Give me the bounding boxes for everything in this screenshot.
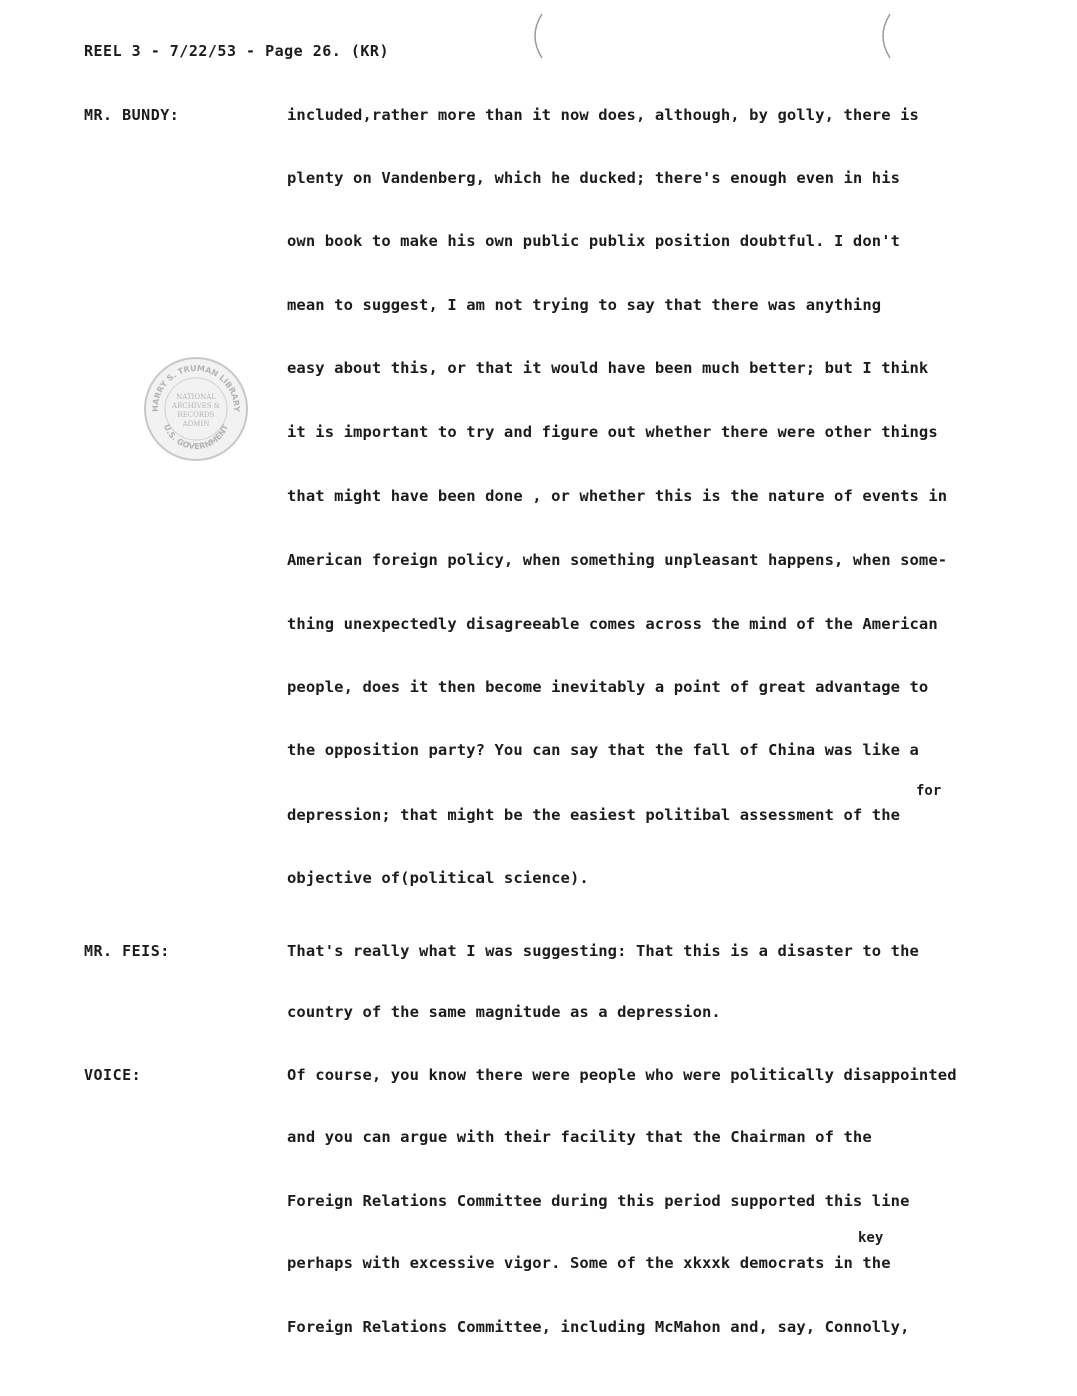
bundy-line-8: American foreign policy, when something unpleasant happens, when some- bbox=[287, 551, 948, 569]
speaker-voice: VOICE: bbox=[84, 1066, 142, 1084]
voice-line-5: Foreign Relations Committee, including McMahon and, say, Connolly, bbox=[287, 1318, 910, 1336]
seal-center-1: NATIONAL bbox=[176, 393, 216, 401]
punch-hole-right-icon bbox=[872, 12, 896, 60]
feis-line-2: country of the same magnitude as a depression. bbox=[287, 1003, 721, 1021]
voice-insert-key: key bbox=[858, 1230, 884, 1246]
bundy-line-11: the opposition party? You can say that the fall of China was like a bbox=[287, 741, 919, 759]
bundy-line-4: mean to suggest, I am not trying to say that there was anything bbox=[287, 296, 882, 314]
voice-line-3: Foreign Relations Committee during this period supported this line bbox=[287, 1192, 910, 1210]
bundy-line-5: easy about this, or that it would have been much better; but I think bbox=[287, 359, 929, 377]
seal-center-2: ARCHIVES & bbox=[172, 402, 220, 410]
bundy-line-1: included,rather more than it now does, although, by golly, there is bbox=[287, 106, 919, 124]
voice-line-1: Of course, you know there were people who were politically disappointed bbox=[287, 1066, 957, 1084]
page-header: REEL 3 - 7/22/53 - Page 26. (KR) bbox=[84, 42, 389, 60]
bundy-line-10: people, does it then become inevitably a point of great advantage to bbox=[287, 678, 929, 696]
speaker-feis: MR. FEIS: bbox=[84, 942, 170, 960]
bundy-line-2: plenty on Vandenberg, which he ducked; there's enough even in his bbox=[287, 169, 901, 187]
bundy-line-7: that might have been done , or whether this is the nature of events in bbox=[287, 487, 948, 505]
archive-seal-stamp bbox=[142, 355, 250, 463]
feis-line-1: That's really what I was suggesting: That this is a disaster to the bbox=[287, 942, 919, 960]
bundy-insert-for: for bbox=[916, 783, 942, 799]
speaker-bundy: MR. BUNDY: bbox=[84, 106, 180, 124]
voice-line-4: perhaps with excessive vigor. Some of the xkxxk democrats in the bbox=[287, 1254, 891, 1272]
bundy-line-12: depression; that might be the easiest politibal assessment of the bbox=[287, 806, 901, 824]
seal-center-4: ADMIN bbox=[182, 420, 210, 428]
seal-center-3: RECORDS bbox=[177, 411, 215, 419]
bundy-line-6: it is important to try and figure out whether there were other things bbox=[287, 423, 938, 441]
voice-line-2: and you can argue with their facility that the Chairman of the bbox=[287, 1128, 872, 1146]
bundy-line-13: objective of(political science). bbox=[287, 869, 589, 887]
seal-ring-bottom: U.S. GOVERNMENT bbox=[161, 423, 231, 452]
seal-ring-top: HARRY S. TRUMAN LIBRARY bbox=[150, 363, 242, 412]
bundy-line-3: own book to make his own public publix position doubtful. I don't bbox=[287, 232, 901, 250]
punch-hole-left-icon bbox=[524, 12, 548, 60]
bundy-line-9: thing unexpectedly disagreeable comes across the mind of the American bbox=[287, 615, 938, 633]
